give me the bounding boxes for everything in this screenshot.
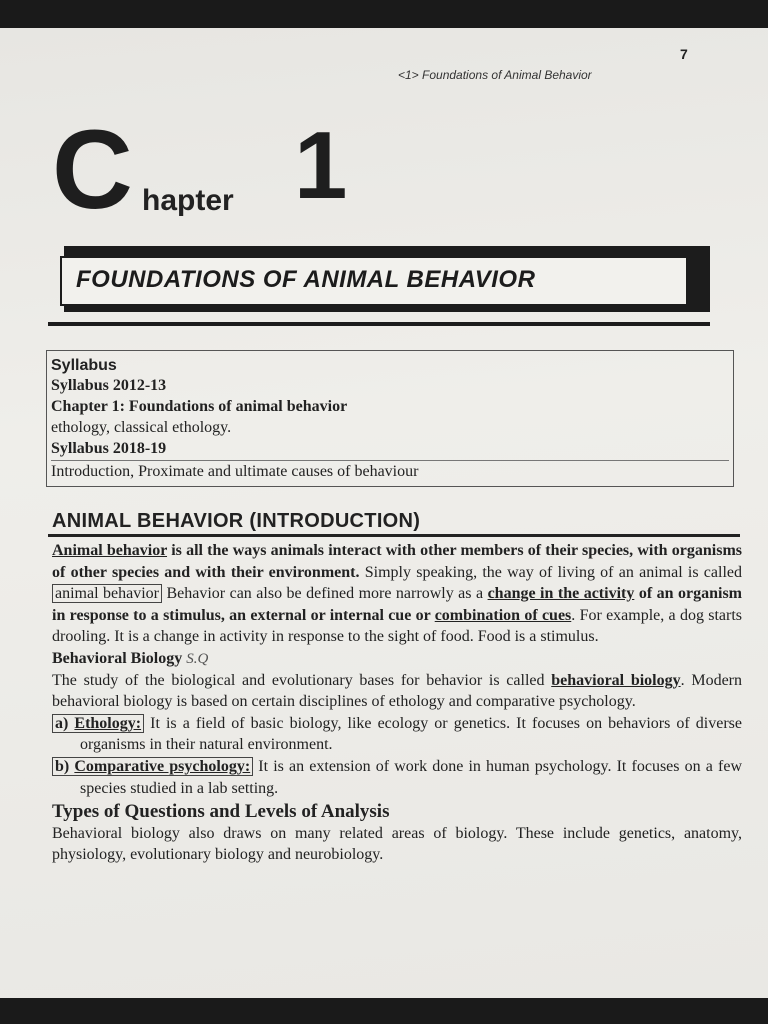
handwritten-note: S.Q <box>186 650 209 667</box>
bold-phrase: of an organism in response to a stimulus, an external or internal cue or <box>52 585 743 624</box>
section-rule <box>48 534 740 537</box>
chapter-title-banner <box>48 246 710 328</box>
paragraph-behavioral-biology <box>52 670 742 713</box>
boxed-term: animal behavior <box>52 584 162 603</box>
behavioral-biology-heading-line <box>52 648 742 670</box>
paragraph-text: . For example, a dog starts drooling. It is a change in activity in response to the sight of food. Food is a stimulus. <box>52 606 743 646</box>
syllabus-topics-1: ethology, classical ethology. <box>51 419 232 436</box>
chapter-heading <box>52 107 372 232</box>
bold-phrase: change in the activity <box>487 585 635 603</box>
list-marker-label: a) <box>55 714 69 732</box>
chapter-word: hapter <box>142 184 234 217</box>
paragraph-text: The study of the biological and evolutionary bases for behavior is called <box>52 671 552 689</box>
syllabus-chapter-line: Chapter 1: Foundations of animal behavior <box>51 398 348 415</box>
paragraph-animal-behavior <box>52 540 742 648</box>
syllabus-box <box>46 350 734 487</box>
page-number: 7 <box>680 46 688 62</box>
paragraph-text: . Modern behavioral biology is based on certain disciplines of ethology and comparative psychology. <box>52 671 743 711</box>
term-animal-behavior: Animal behavior <box>52 542 168 559</box>
syllabus-topics-2: Introduction, Proximate and ultimate causes of behaviour <box>51 460 729 482</box>
book-page <box>0 28 768 998</box>
term-behavioral-biology: behavioral biology <box>551 671 681 689</box>
list-term: Ethology: <box>74 714 142 732</box>
syllabus-year-1: Syllabus 2012-13 <box>51 377 167 394</box>
syllabus-heading: Syllabus <box>51 357 117 374</box>
chapter-title: FOUNDATIONS OF ANIMAL BEHAVIOR <box>76 266 536 293</box>
list-text: It is a field of basic biology, like ecology or genetics. It focuses on behaviors of diverse organisms in their natural environment. <box>80 714 743 754</box>
section-title: ANIMAL BEHAVIOR (INTRODUCTION) <box>52 510 421 532</box>
list-item-ethology <box>52 713 742 756</box>
subheading-types-of-questions: Types of Questions and Levels of Analysis <box>52 801 390 823</box>
paragraph-text: Behavior can also be defined more narrowly as a <box>162 585 488 603</box>
list-term: Comparative psychology: <box>74 757 251 775</box>
bold-phrase: combination of cues <box>434 606 572 624</box>
paragraph-text: Simply speaking, the way of living of an animal is called <box>359 563 743 581</box>
body-text <box>52 540 742 866</box>
chapter-number: 1 <box>294 112 348 219</box>
list-marker <box>52 757 253 776</box>
chapter-initial: C <box>52 107 129 232</box>
list-marker-label: b) <box>55 757 70 775</box>
running-title: <1> Foundations of Animal Behavior <box>398 68 592 82</box>
list-marker <box>52 714 144 733</box>
banner-box <box>60 256 688 306</box>
subheading-behavioral-biology: Behavioral Biology <box>52 649 183 667</box>
list-text: It is an extension of work done in human psychology. It focuses on a few species studied in a lab setting. <box>80 757 743 797</box>
list-item-comparative-psychology <box>52 756 742 799</box>
syllabus-year-2: Syllabus 2018-19 <box>51 440 167 457</box>
definition-bold: is all the ways animals interact with other members of their species, with organisms of other species and with their environment. <box>52 542 743 581</box>
banner-rule <box>48 322 710 326</box>
paragraph-types: Behavioral biology also draws on many related areas of biology. These include genetics, anatomy, physiology, evolutionary biology and neurobiology. <box>52 824 742 864</box>
